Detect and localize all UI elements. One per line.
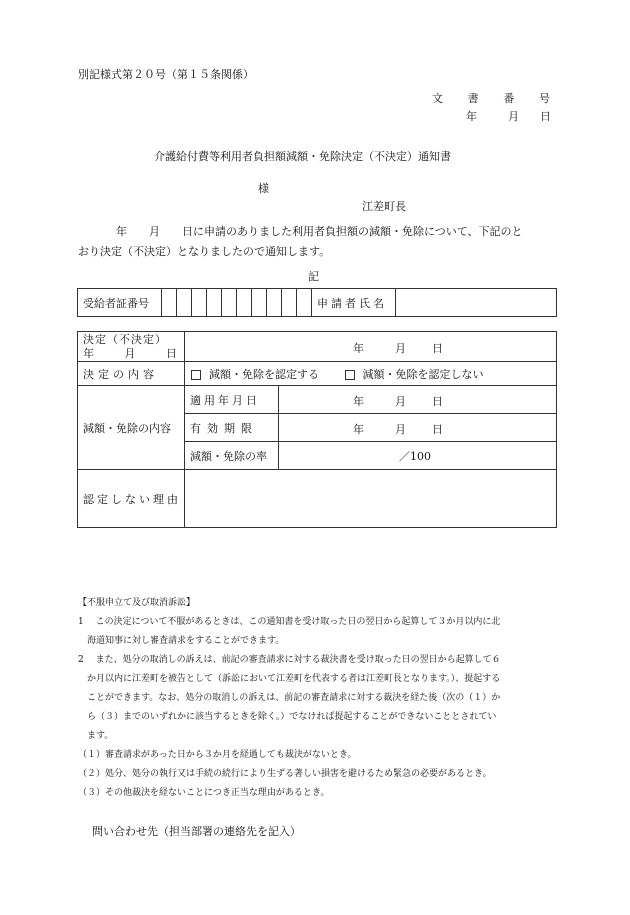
appeal-notes: [78, 594, 558, 803]
notes-line: （３）その他裁決を経ないことにつき正当な理由があるとき。: [78, 788, 330, 798]
notes-line: ことができます。なお、処分の取消しの訴えは、前記の審査請求に対する裁決を経た後（次の（１）か: [78, 693, 501, 703]
decision-table: [77, 331, 557, 528]
reduction-content-label: 減額・免除の内容: [78, 386, 185, 470]
notes-line: 1 この決定について不服があるときは、この通知書を受け取った日の翌日から起算して３か月以内に北: [78, 617, 501, 627]
deny-option-label: 減額・免除を認定しない: [362, 367, 484, 381]
apply-date-label: 適用年月日: [185, 386, 279, 414]
applicant-name-cell[interactable]: [396, 289, 557, 317]
recipient-digit-cell[interactable]: [192, 289, 207, 317]
notes-heading: 【不服申立て及び取消訴訟】: [78, 598, 196, 608]
notes-line: か月以内に江差町を被告として（訴訟において江差町を代表する者は江差町長となります。）、提起する: [78, 674, 501, 684]
recipient-digit-cell[interactable]: [282, 289, 297, 317]
body-line-2: おり決定（不決定）となりましたので通知します。: [78, 245, 331, 258]
addressee-suffix: 様: [258, 182, 269, 195]
body-line-1: 年 月 日に申請のありました利用者負担額の減額・免除について、下記のと: [116, 225, 523, 238]
notes-line: 海道知事に対し審査請求をすることができます。: [78, 636, 285, 646]
form-number: 別記様式第２０号（第１５条関係）: [78, 68, 254, 81]
doc-char: 号: [538, 92, 550, 105]
valid-period-label: 有効期限: [185, 414, 279, 442]
doc-char: 書: [467, 92, 479, 105]
recipient-digit-cell[interactable]: [297, 289, 312, 317]
recipient-table: [77, 288, 557, 317]
notes-line: 2 また、処分の取消しの訴えは、前記の審査請求に対する裁決書を受け取った日の翌日から起算して６: [78, 655, 501, 665]
document-title: 介護給付費等利用者負担額減額・免除決定（不決定）通知書: [154, 150, 451, 163]
reason-label: 認定しない理由: [78, 470, 185, 528]
deny-checkbox[interactable]: [345, 370, 355, 380]
doc-char: 番: [503, 92, 515, 105]
ki-heading: 記: [308, 270, 319, 283]
reason-value[interactable]: [185, 470, 557, 528]
recipient-digit-cell[interactable]: [267, 289, 282, 317]
approve-checkbox[interactable]: [191, 370, 201, 380]
rate-value-cell[interactable]: [279, 442, 557, 470]
contact-info: 問い合わせ先（担当部署の連絡先を記入）: [92, 825, 301, 838]
valid-period-value[interactable]: 年 月 日: [279, 414, 557, 442]
notes-line: ます。: [78, 731, 114, 741]
decision-content-label: 決定の内容: [78, 362, 185, 386]
document-number-label: [432, 90, 550, 106]
notes-line: （１）審査請求があった日から３か月を経過しても裁決がないとき。: [78, 750, 357, 760]
rate-label: 減額・免除の率: [185, 442, 279, 470]
recipient-digit-cell[interactable]: [237, 289, 252, 317]
notes-line: （２）処分、処分の執行又は手続の続行により生ずる著しい損害を避けるため緊急の必要があるとき。: [78, 769, 492, 779]
decision-date-value[interactable]: 年 月 日: [185, 332, 557, 362]
recipient-digit-cell[interactable]: [177, 289, 192, 317]
issuer: 江差町長: [362, 200, 406, 213]
recipient-digit-cell[interactable]: [222, 289, 237, 317]
recipient-digit-cell[interactable]: [207, 289, 222, 317]
rate-value: ／100: [399, 449, 431, 463]
apply-date-value[interactable]: 年 月 日: [279, 386, 557, 414]
doc-char: 文: [432, 92, 443, 105]
recipient-digit-cell[interactable]: [162, 289, 177, 317]
notes-line: ら（３）までのいずれかに該当するときを除く。）でなければ提起することができないこととされてい: [78, 712, 497, 722]
recipient-number-label: 受給者証番号: [78, 289, 162, 317]
applicant-name-label: 申請者氏名: [312, 289, 396, 317]
decision-date-label: 決定（不決定） 年 月 日: [78, 332, 185, 362]
recipient-digit-cell[interactable]: [252, 289, 267, 317]
decision-content-options: [185, 362, 557, 386]
approve-option-label: 減額・免除を認定する: [209, 367, 319, 381]
